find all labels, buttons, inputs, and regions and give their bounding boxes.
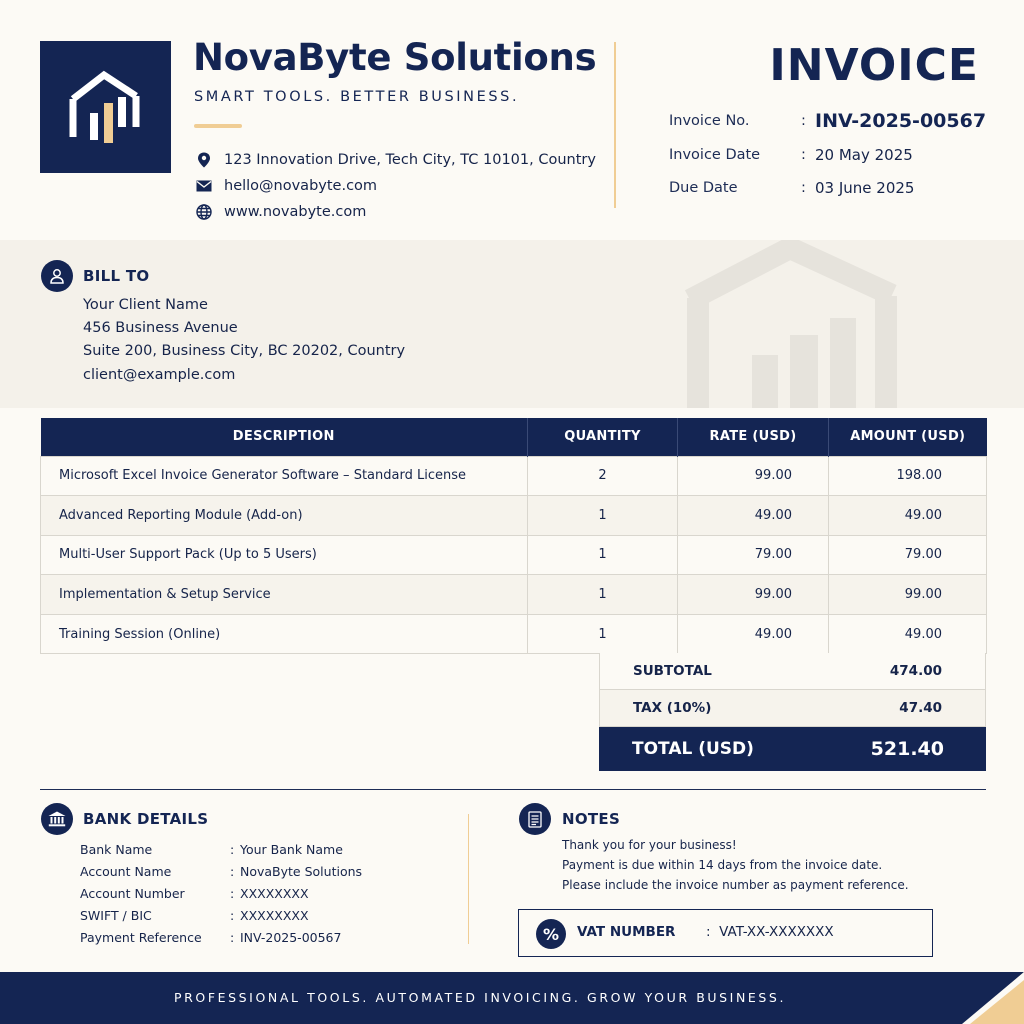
table-row (41, 496, 987, 536)
row-amount: 49.00 (829, 496, 987, 536)
bank-row-bank-name (80, 839, 343, 859)
payment-reference-label: Payment Reference (80, 929, 202, 945)
location-pin-icon (196, 152, 212, 168)
bank-name-label: Bank Name (80, 841, 153, 857)
row-rate: 49.00 (678, 614, 829, 654)
due-date-row (669, 176, 989, 200)
row-quantity: 1 (528, 575, 678, 615)
swift-separator: : (230, 907, 235, 923)
building-chart-logo-icon (68, 69, 144, 145)
company-address (196, 149, 596, 171)
table-row (41, 614, 987, 654)
bank-details-title: BANK DETAILS (83, 810, 209, 828)
footer-corner-accent (954, 972, 1024, 1024)
invoice-date-separator: : (801, 147, 806, 163)
bill-to-title: BILL TO (83, 267, 150, 285)
bank-row-account-number (80, 883, 309, 903)
invoice-number-label: Invoice No. (669, 113, 750, 129)
vat-value-text: VAT-XX-XXXXXXX (719, 924, 834, 940)
client-name: Your Client Name (83, 297, 208, 313)
vat-separator: : (706, 924, 711, 940)
table-row (41, 456, 987, 496)
notes-line-3: Please include the invoice number as payment reference. (562, 878, 909, 892)
bank-row-payment-reference (80, 927, 341, 947)
vat-number-label: VAT NUMBER (577, 924, 676, 940)
invoice-date-label: Invoice Date (669, 147, 761, 163)
subtotal-label: SUBTOTAL (633, 663, 712, 679)
section-divider (40, 789, 986, 790)
swift-label: SWIFT / BIC (80, 907, 152, 923)
row-amount: 99.00 (829, 575, 987, 615)
tax-label: TAX (10%) (633, 700, 712, 716)
bank-name-value: Your Bank Name (240, 841, 343, 857)
row-quantity: 2 (528, 456, 678, 496)
total-row (599, 727, 986, 771)
envelope-icon (196, 178, 212, 194)
row-quantity: 1 (528, 614, 678, 654)
company-tagline: SMART TOOLS. BETTER BUSINESS. (194, 89, 520, 105)
tax-value: 47.40 (899, 700, 942, 716)
table-header-row (41, 418, 987, 456)
row-description: Microsoft Excel Invoice Generator Software – Standard License (41, 456, 528, 496)
row-amount: 198.00 (829, 456, 987, 496)
row-rate: 49.00 (678, 496, 829, 536)
row-quantity: 1 (528, 496, 678, 536)
company-website (196, 201, 366, 223)
due-date-value: 03 June 2025 (815, 179, 915, 197)
notes-line-1: Thank you for your business! (562, 838, 737, 852)
company-name: NovaByte Solutions (193, 36, 597, 79)
row-amount: 79.00 (829, 535, 987, 575)
invoice-title: INVOICE (769, 40, 979, 91)
vat-number-value (706, 924, 834, 940)
header-description: DESCRIPTION (41, 418, 528, 456)
due-date-separator: : (801, 180, 806, 196)
row-rate: 99.00 (678, 575, 829, 615)
invoice-number-row (669, 109, 989, 133)
account-number-label: Account Number (80, 885, 185, 901)
bank-row-account-name (80, 861, 362, 881)
row-amount: 49.00 (829, 614, 987, 654)
watermark-logo-icon (680, 240, 910, 408)
table-row (41, 535, 987, 575)
header-rate: RATE (USD) (678, 418, 829, 456)
company-email (196, 175, 377, 197)
account-number-value: XXXXXXXX (240, 885, 309, 901)
swift-value: XXXXXXXX (240, 907, 309, 923)
subtotal-row (599, 653, 986, 690)
total-value: 521.40 (870, 738, 944, 760)
notes-line-2: Payment is due within 14 days from the invoice date. (562, 858, 883, 872)
user-icon (41, 260, 73, 292)
globe-icon (196, 204, 212, 220)
line-items-table (40, 418, 987, 654)
row-rate: 79.00 (678, 535, 829, 575)
client-email[interactable]: client@example.com (83, 367, 236, 383)
row-description: Implementation & Setup Service (41, 575, 528, 615)
bank-icon (41, 803, 73, 835)
footer-slogan: PROFESSIONAL TOOLS. AUTOMATED INVOICING. GROW YOUR BUSINESS. (173, 990, 787, 1005)
account-name-label: Account Name (80, 863, 172, 879)
company-address-text: 123 Innovation Drive, Tech City, TC 10101, Country (224, 152, 596, 168)
header-quantity: QUANTITY (528, 418, 678, 456)
percent-icon: % (536, 919, 566, 949)
table-row (41, 575, 987, 615)
row-rate: 99.00 (678, 456, 829, 496)
row-description: Advanced Reporting Module (Add-on) (41, 496, 528, 536)
account-name-value: NovaByte Solutions (240, 863, 363, 879)
tagline-accent-bar (194, 124, 242, 128)
invoice-date-value: 20 May 2025 (815, 146, 913, 164)
account-number-separator: : (230, 885, 235, 901)
invoice-number-value: INV-2025-00567 (815, 110, 987, 132)
footer-section-divider (468, 814, 469, 944)
client-address-line2: Suite 200, Business City, BC 20202, Country (83, 343, 406, 359)
row-quantity: 1 (528, 535, 678, 575)
invoice-number-separator: : (801, 113, 806, 129)
bank-name-separator: : (230, 841, 235, 857)
client-address-line1: 456 Business Avenue (83, 320, 238, 336)
vat-number-box (518, 909, 933, 957)
company-email-text[interactable]: hello@novabyte.com (224, 178, 378, 194)
total-label: TOTAL (USD) (632, 739, 754, 759)
invoice-date-row (669, 143, 989, 167)
bank-row-swift (80, 905, 309, 925)
subtotal-value: 474.00 (889, 663, 942, 679)
company-logo (40, 41, 171, 173)
footer-bar (0, 972, 1024, 1024)
payment-reference-separator: : (230, 929, 235, 945)
row-description: Multi-User Support Pack (Up to 5 Users) (41, 535, 528, 575)
header-amount: AMOUNT (USD) (829, 418, 987, 456)
header-divider (614, 42, 616, 208)
company-website-text[interactable]: www.novabyte.com (224, 204, 367, 220)
account-name-separator: : (230, 863, 235, 879)
tax-row (599, 690, 986, 727)
due-date-label: Due Date (669, 180, 738, 196)
payment-reference-value: INV-2025-00567 (240, 929, 342, 945)
totals-block (599, 653, 986, 771)
document-icon (519, 803, 551, 835)
row-description: Training Session (Online) (41, 614, 528, 654)
notes-title: NOTES (562, 810, 621, 828)
